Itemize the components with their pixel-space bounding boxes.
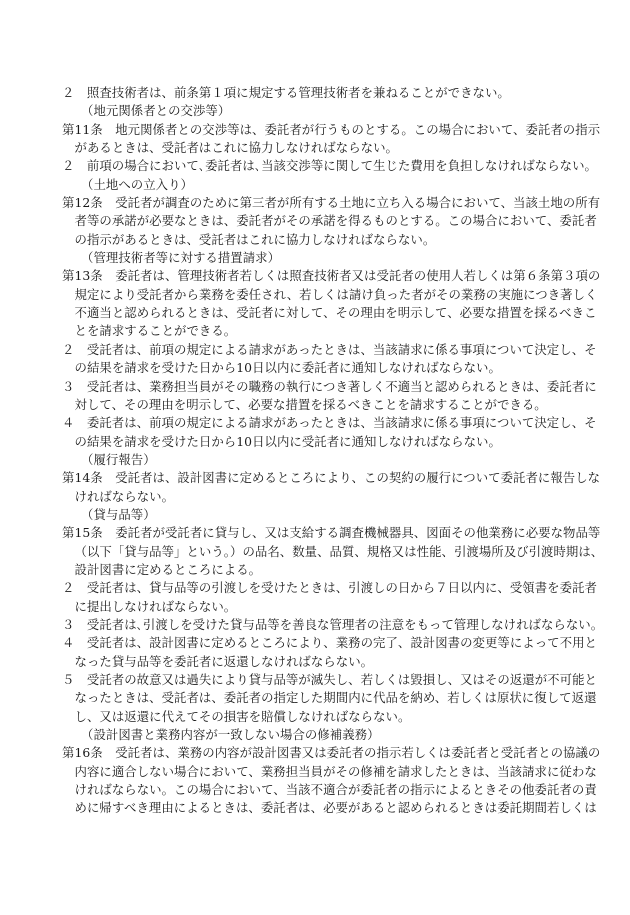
text-line: 第12条 受託者が調査のために第三者が所有する土地に立ち入る場合において、当該土地の所有 [62, 195, 601, 211]
article-heading: （土地への立入り） [81, 176, 193, 192]
text-line: 者等の承諾が必要なときは、委託者がその承諾を得るものとする。この場合において、委託者 [74, 213, 597, 229]
text-line: ３ 受託者は､引渡しを受けた貸与品等を善良な管理者の注意をもって管理しなければならない。 [62, 616, 604, 632]
text-line: ２ 受託者は、前項の規定による請求があったときは、当該請求に係る事項について決定し、そ [62, 341, 597, 357]
article-heading: （履行報告） [81, 451, 156, 467]
text-line: 規定により受託者から業務を委任され、若しくは請け負った者がその業務の実施につき著しく [74, 286, 598, 302]
text-line: 第14条 受託者は、設計図書に定めるところにより、この契約の履行について委託者に報告しな [62, 470, 601, 486]
text-line: めに帰すべき理由によるときは、委託者は、必要があると認められるときは委託期間若しくは [74, 800, 597, 816]
text-line: の結果を請求を受けた日から10日以内に受託者に通知しなければならない。 [74, 433, 501, 449]
text-line: （以下「貸与品等」という。）の品名、数量、品質、規格又は性能、引渡場所及び引渡時期は、 [74, 543, 604, 559]
text-line: ４ 委託者は、前項の規定による請求があったときは、当該請求に係る事項について決定し、そ [62, 415, 597, 431]
text-line: ければならない。この場合において、当該不適合が委託者の指示によるときその他委託者の責 [74, 782, 597, 798]
text-line: 第13条 委託者は、管理技術者若しくは照査技術者又は受託者の使用人若しくは第６条第３項の [62, 268, 601, 284]
text-line: 不適当と認められるときは、受託者に対して、その理由を明示して、必要な措置を採るべきこ [74, 305, 597, 321]
article-heading: （管理技術者等に対する措置請求） [81, 250, 281, 266]
text-line: に提出しなければならない。 [74, 598, 237, 614]
contract-text [62, 84, 604, 818]
text-line: ５ 受託者の故意又は過失により貸与品等が滅失し、若しくは毀損し、又はその返還が不可能と [62, 672, 597, 687]
article-heading: （地元関係者との交渉等） [81, 103, 231, 119]
text-line: なった貸与品等を委託者に返還しなければならない。 [74, 653, 374, 669]
text-line: 設計図書に定めるところによる。 [74, 561, 262, 577]
text-line: の指示があるときは、受託者はこれに協力しなければならない。 [74, 231, 436, 247]
text-line: なったときは、受託者は、委託者の指定した期間内に代品を納め、若しくは原状に復して返還 [74, 690, 597, 706]
article-heading: （貸与品等） [81, 506, 156, 522]
text-line: ２ 前項の場合において､委託者は､当該交渉等に関して生じた費用を負担しなければならない。 [62, 158, 597, 174]
text-line: ければならない。 [74, 488, 175, 504]
text-line: があるときは、受託者はこれに協力しなければならない。 [74, 140, 398, 156]
text-line: ２ 照査技術者は、前条第１項に規定する管理技術者を兼ねることができない。 [62, 85, 510, 100]
text-line: 第16条 受託者は、業務の内容が設計図書又は委託者の指示若しくは委託者と受託者との協議の [62, 745, 601, 761]
text-line: 対して、その理由を明示して、必要な措置を採るべきことを請求することができる。 [74, 396, 547, 412]
text-line: ４ 受託者は、設計図書に定めるところにより、業務の完了、設計図書の変更等によって不用と [62, 635, 597, 651]
text-line: し、又は返還に代えてその損害を賠償しなければならない。 [74, 708, 411, 724]
text-line: 第11条 地元関係者との交渉等は、委託者が行うものとする。この場合において、委託者の指示 [62, 121, 601, 137]
text-line: の結果を請求を受けた日から10日以内に委託者に通知しなければならない。 [74, 360, 501, 376]
text-line: 内容に適合しない場合において、業務担当員がその修補を請求したときは、当該請求に従わな [74, 763, 597, 779]
text-line: 第15条 委託者が受託者に貸与し、又は支給する調査機械器具、図面その他業務に必要な物品等 [62, 525, 601, 541]
text-line: ２ 受託者は、貸与品等の引渡しを受けたときは、引渡しの日から７日以内に、受領書を委託者 [62, 580, 597, 596]
text-line: とを請求することができる。 [74, 323, 237, 339]
article-heading: （設計図書と業務内容が一致しない場合の修補義務） [81, 727, 380, 743]
text-line: ３ 受託者は、業務担当員がその職務の執行につき著しく不適当と認められるときは、委託者に [62, 378, 597, 394]
